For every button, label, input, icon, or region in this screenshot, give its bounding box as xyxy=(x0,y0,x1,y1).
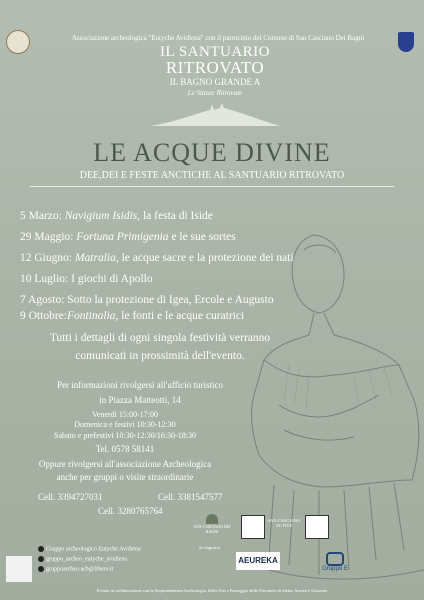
details-line-2: comunicati in prossimità dell'evento. xyxy=(75,350,245,362)
alt-line-2: anche per gruppi o visite straordinarie xyxy=(56,472,194,482)
tel-line: Tel. 0578 58141 xyxy=(95,444,155,454)
event-item: 7 Agosto: Sotto la protezione di Igea, Ercole e Augusto xyxy=(20,294,274,306)
email-link[interactable]: gruppoarcheo.acb@libero.it xyxy=(38,566,113,572)
logo-title-3: IL BAGNO GRANDE A xyxy=(169,77,261,87)
divider xyxy=(30,186,394,187)
logo-title-1: IL SANTUARIO xyxy=(159,44,271,60)
san-casciano-active-logo: SAN CASCIANO ACTIVE xyxy=(267,518,301,528)
alt-line-1: Oppure rivolgersi all'associazione Archeologica xyxy=(38,459,212,469)
hours-line-3: Sabato e prefestivi 10:30-12:30/16:30-18:30 xyxy=(54,431,196,440)
email-icon xyxy=(38,566,44,572)
san-casciano-logo: SAN CASCIANO DEI BAGNI xyxy=(192,514,232,534)
soprintendenza-logo xyxy=(6,556,32,582)
cell-3: Cell. 3280765764 xyxy=(98,506,163,516)
aeureka-logo: AEUREKA xyxy=(236,552,280,570)
instagram-icon xyxy=(38,556,44,562)
event-item: 5 Marzo: Navigium Isidis, la festa di Iside xyxy=(20,210,213,222)
cell-2: Cell. 3381547577 xyxy=(158,492,223,502)
page-subtitle: DEE,DEI E FESTE ANCTICHE AL SANTUARIO RITROVATO xyxy=(79,170,345,181)
qr-code-icon[interactable] xyxy=(305,515,329,539)
instagram-link[interactable]: gruppo_archeo_eutyche_avidiena xyxy=(38,556,127,562)
association-line: Associazione archeologica "Eutyche Avidiena" con il patrocinio del Comune di San Casciano Dei Bagni xyxy=(71,34,365,42)
thanks-label: Si ringrazia xyxy=(199,545,220,550)
event-item: 9 Ottobre:Fontinalia, le fonti e le acque curatrici xyxy=(20,310,245,322)
hours-line-2: Domenica e festivi 10:30-12:30 xyxy=(74,420,176,429)
village-hill-icon xyxy=(150,100,280,128)
facebook-icon xyxy=(38,546,44,552)
gruppo-e-logo: Gruppo E xyxy=(320,552,350,572)
event-item: 12 Giugno: Matralia, le acque sacre e la protezione dei nati xyxy=(20,252,294,264)
event-item: 29 Maggio: Fortuna Primigenia e le sue sortes xyxy=(20,231,236,243)
details-line-1: Tutti i dettagli di ogni singola festività verranno xyxy=(49,332,271,344)
footer-text: Evento in collaborazione con la Soprintendenza Archeologia, Belle Arti e Paesaggio delle Provincie di Siena, Arezzo e Grosseto xyxy=(96,588,328,593)
page-title: LE ACQUE DIVINE xyxy=(93,138,331,167)
municipal-crest-icon xyxy=(398,32,414,52)
association-logo xyxy=(6,30,30,54)
cell-1: Cell. 3394727031 xyxy=(38,492,103,502)
info-line-1: Per informazioni rivolgersi all'ufficio turistico xyxy=(57,380,223,390)
logo-tagline: Le Stanze Ritrovate xyxy=(187,89,243,97)
info-line-2: in Piazza Matteotti, 14 xyxy=(99,395,181,405)
qr-code-icon[interactable] xyxy=(241,515,265,539)
hours-line-1: Venerdì 15:00-17:00 xyxy=(92,410,158,419)
logo-title-2: RITROVATO xyxy=(165,58,265,77)
event-item: 10 Luglio: I giochi di Apollo xyxy=(20,273,153,285)
facebook-link[interactable]: Gruppo archeologico Eutyche Avidiena xyxy=(38,546,141,552)
